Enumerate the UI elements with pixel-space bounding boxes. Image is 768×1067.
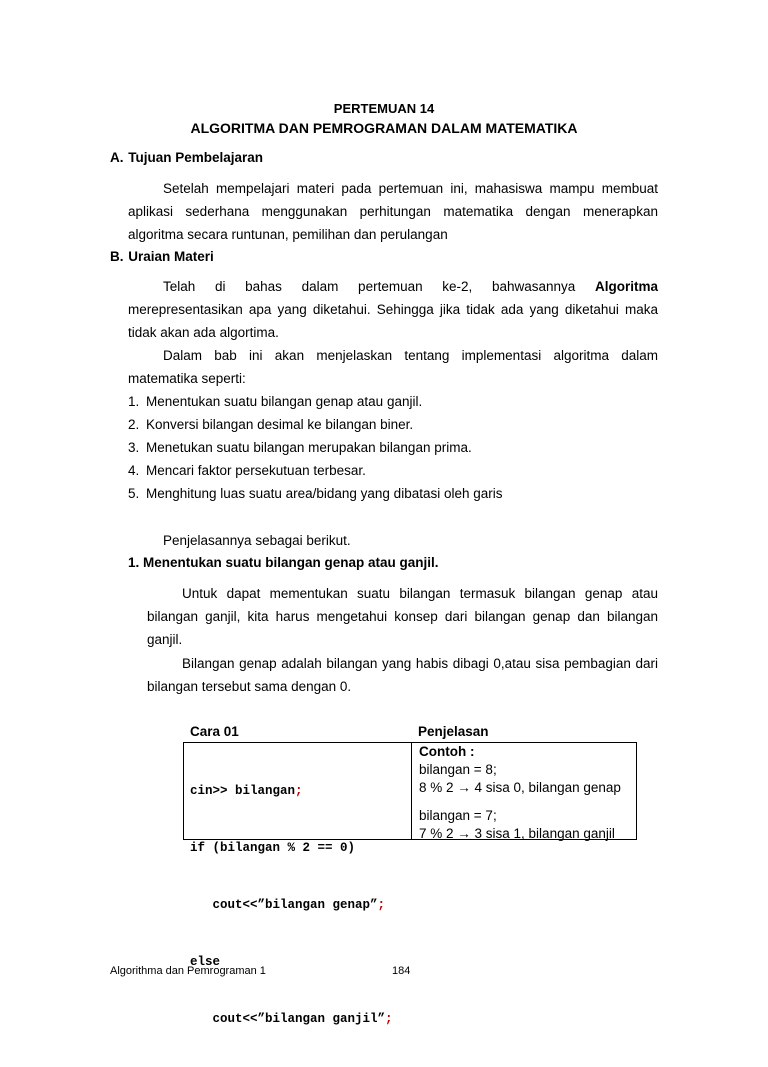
p1-text-after: merepresentasikan apa yang diketahui. Sehingga jika tidak ada yang diketahui maka tidak akan ada algortima. (128, 302, 658, 340)
footer-page-number: 184 (392, 965, 411, 977)
section-b-letter: B. (110, 249, 124, 264)
code-line (190, 896, 393, 915)
code-text: cout<<”bilangan ganjil” (190, 1012, 386, 1026)
p1-bold-term: Algoritma (594, 279, 658, 294)
section-a-letter: A. (110, 150, 124, 165)
section-b-paragraph-1 (128, 275, 658, 344)
subsection-1-heading: 1. Menentukan suatu bilangan genap atau ganjil. (128, 555, 439, 570)
list-item (128, 459, 658, 482)
code-semicolon: ; (385, 1012, 393, 1026)
code-text: cout<<”bilangan genap” (190, 898, 378, 912)
meeting-number: PERTEMUAN 14 (333, 101, 435, 116)
explanation-line: bilangan = 8; (419, 762, 497, 777)
explanation-title: Contoh : (419, 744, 475, 759)
section-a-title: Tujuan Pembelajaran (128, 150, 264, 165)
explanation-line: 7 % 2 → 3 sisa 1, bilangan ganjil (419, 826, 615, 841)
explanation-block (419, 743, 621, 843)
code-line (190, 839, 393, 858)
list-text: Menentukan suatu bilangan genap atau ganjil. (146, 394, 423, 409)
p1-text-before: Telah di bahas dalam pertemuan ke-2, bahwasannya (163, 279, 595, 294)
topic-list (128, 390, 658, 505)
section-a-paragraph: Setelah mempelajari materi pada pertemuan ini, mahasiswa mampu membuat aplikasi sederhana menggunakan perhitungan matematika dengan menerapkan algoritma secara runtunan, pemilihan dan perulangan (128, 181, 658, 242)
list-number: 1. (128, 394, 140, 409)
list-text: Menetukan suatu bilangan merupakan bilangan prima. (146, 440, 472, 455)
page-title: ALGORITMA DAN PEMROGRAMAN DALAM MATEMATIKA (190, 120, 578, 136)
table-header-explanation: Penjelasan (418, 724, 489, 739)
explanation-spacer (419, 797, 621, 807)
section-b-paragraph-2: Dalam bab ini akan menjelaskan tentang implementasi algoritma dalam matematika seperti: (128, 348, 658, 386)
code-line (190, 1010, 393, 1029)
table-header-code: Cara 01 (190, 724, 239, 739)
code-line (190, 782, 393, 801)
explanation-line: bilangan = 7; (419, 808, 497, 823)
list-number: 2. (128, 417, 140, 432)
subsection-1-paragraph-1: Untuk dapat mementukan suatu bilangan termasuk bilangan genap atau bilangan ganjil, kita harus mengetahui konsep dari bilangan genap dan bilangan ganjil. (147, 586, 658, 647)
code-semicolon: ; (295, 784, 303, 798)
list-number: 5. (128, 486, 140, 501)
list-item (128, 390, 658, 413)
list-item (128, 413, 658, 436)
code-block (190, 744, 393, 1067)
list-item (128, 482, 658, 505)
list-number: 4. (128, 463, 140, 478)
code-text: else (190, 955, 221, 969)
section-b-title: Uraian Materi (128, 249, 214, 264)
footer-course-name: Algorithma dan Pemrograman 1 (110, 965, 266, 977)
section-b-heading (110, 249, 214, 264)
list-text: Menghitung luas suatu area/bidang yang dibatasi oleh garis (146, 486, 503, 501)
table-divider (411, 743, 412, 839)
subsection-1-paragraph-2: Bilangan genap adalah bilangan yang habis dibagi 0,atau sisa pembagian dari bilangan tersebut sama dengan 0. (147, 656, 658, 694)
list-text: Mencari faktor persekutuan terbesar. (146, 463, 366, 478)
list-text: Konversi bilangan desimal ke bilangan biner. (146, 417, 414, 432)
explanation-line: 8 % 2 → 4 sisa 0, bilangan genap (419, 780, 621, 795)
section-a-heading (110, 150, 263, 165)
code-text: cin>> bilangan (190, 784, 296, 798)
code-semicolon: ; (377, 898, 386, 912)
list-number: 3. (128, 440, 140, 455)
section-b-paragraph-3: Penjelasannya sebagai berikut. (163, 533, 351, 548)
list-item (128, 436, 658, 459)
code-text: if (bilangan % 2 == 0) (190, 841, 356, 855)
